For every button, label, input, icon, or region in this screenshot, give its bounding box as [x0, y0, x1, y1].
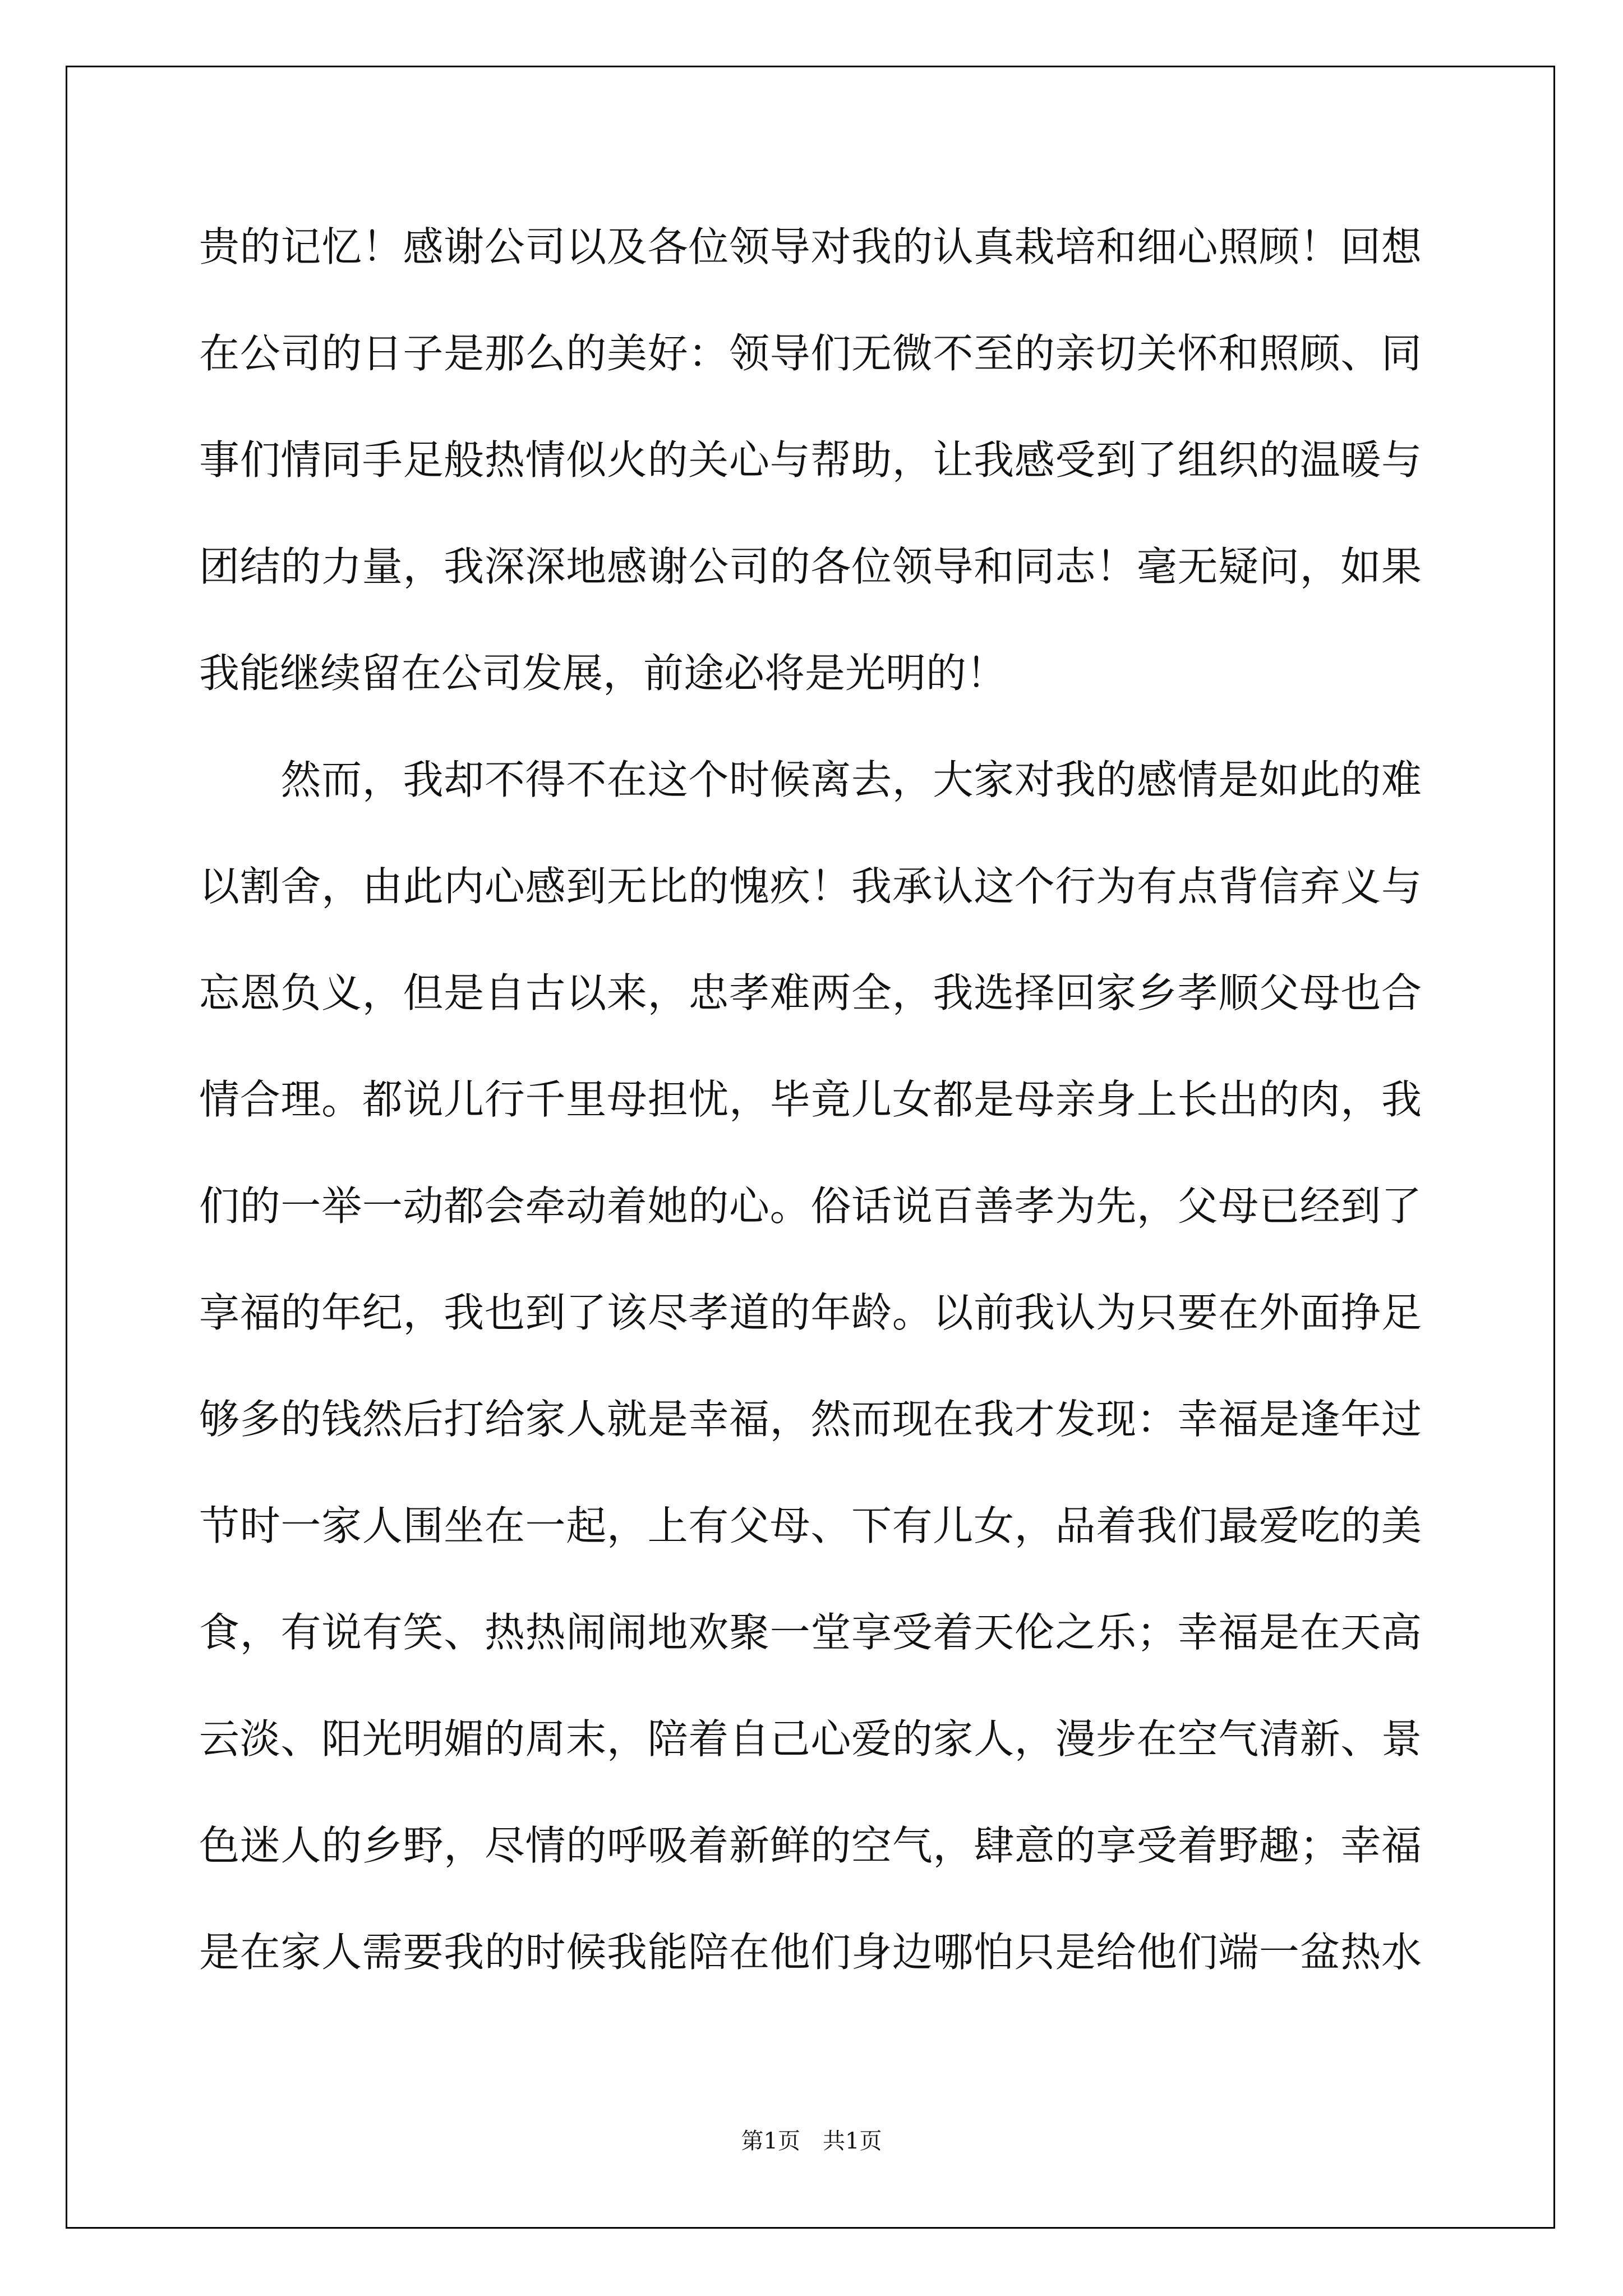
paragraph-line: 节时一家人围坐在一起，上有父母、下有儿女，品着我们最爱吃的美	[199, 1502, 1422, 1549]
paragraph-line: 团结的力量，我深深地感谢公司的各位领导和同志！毫无疑问，如果	[199, 543, 1422, 590]
paragraph-2	[199, 726, 1422, 2005]
paragraph-line: 情合理。都说儿行千里母担忧，毕竟儿女都是母亲身上长出的肉，我	[199, 1076, 1422, 1123]
paragraph-line: 忘恩负义，但是自古以来，忠孝难两全，我选择回家乡孝顺父母也合	[199, 969, 1422, 1016]
paragraph-line: 够多的钱然后打给家人就是幸福，然而现在我才发现：幸福是逢年过	[199, 1396, 1422, 1443]
paragraph-line: 是在家人需要我的时候我能陪在他们身边哪怕只是给他们端一盆热水	[199, 1929, 1422, 1976]
paragraph-line: 在公司的日子是那么的美好：领导们无微不至的亲切关怀和照顾、同	[199, 330, 1422, 377]
paragraph-line: 然而，我却不得不在这个时候离去，大家对我的感情是如此的难	[199, 756, 1422, 803]
paragraph-1	[199, 194, 1422, 726]
paragraph-line: 我能继续留在公司发展，前途必将是光明的！	[199, 650, 1007, 697]
page-footer: 第1页 共1页	[741, 2128, 882, 2154]
paragraph-line: 以割舍，由此内心感到无比的愧疚！我承认这个行为有点背信弃义与	[199, 863, 1422, 910]
paragraph-line: 食，有说有笑、热热闹闹地欢聚一堂享受着天伦之乐；幸福是在天高	[199, 1609, 1422, 1656]
document-body	[199, 194, 1422, 2005]
paragraph-line: 贵的记忆！感谢公司以及各位领导对我的认真栽培和细心照顾！回想	[199, 223, 1422, 270]
paragraph-line: 云淡、阳光明媚的周末，陪着自己心爱的家人，漫步在空气清新、景	[199, 1715, 1422, 1763]
paragraph-line: 们的一举一动都会牵动着她的心。俗话说百善孝为先，父母已经到了	[199, 1182, 1422, 1230]
paragraph-line: 色迷人的乡野，尽情的呼吸着新鲜的空气，肆意的享受着野趣；幸福	[199, 1822, 1422, 1869]
paragraph-line: 事们情同手足般热情似火的关心与帮助，让我感受到了组织的温暖与	[199, 436, 1422, 484]
paragraph-line: 享福的年纪，我也到了该尽孝道的年龄。以前我认为只要在外面挣足	[199, 1289, 1422, 1336]
